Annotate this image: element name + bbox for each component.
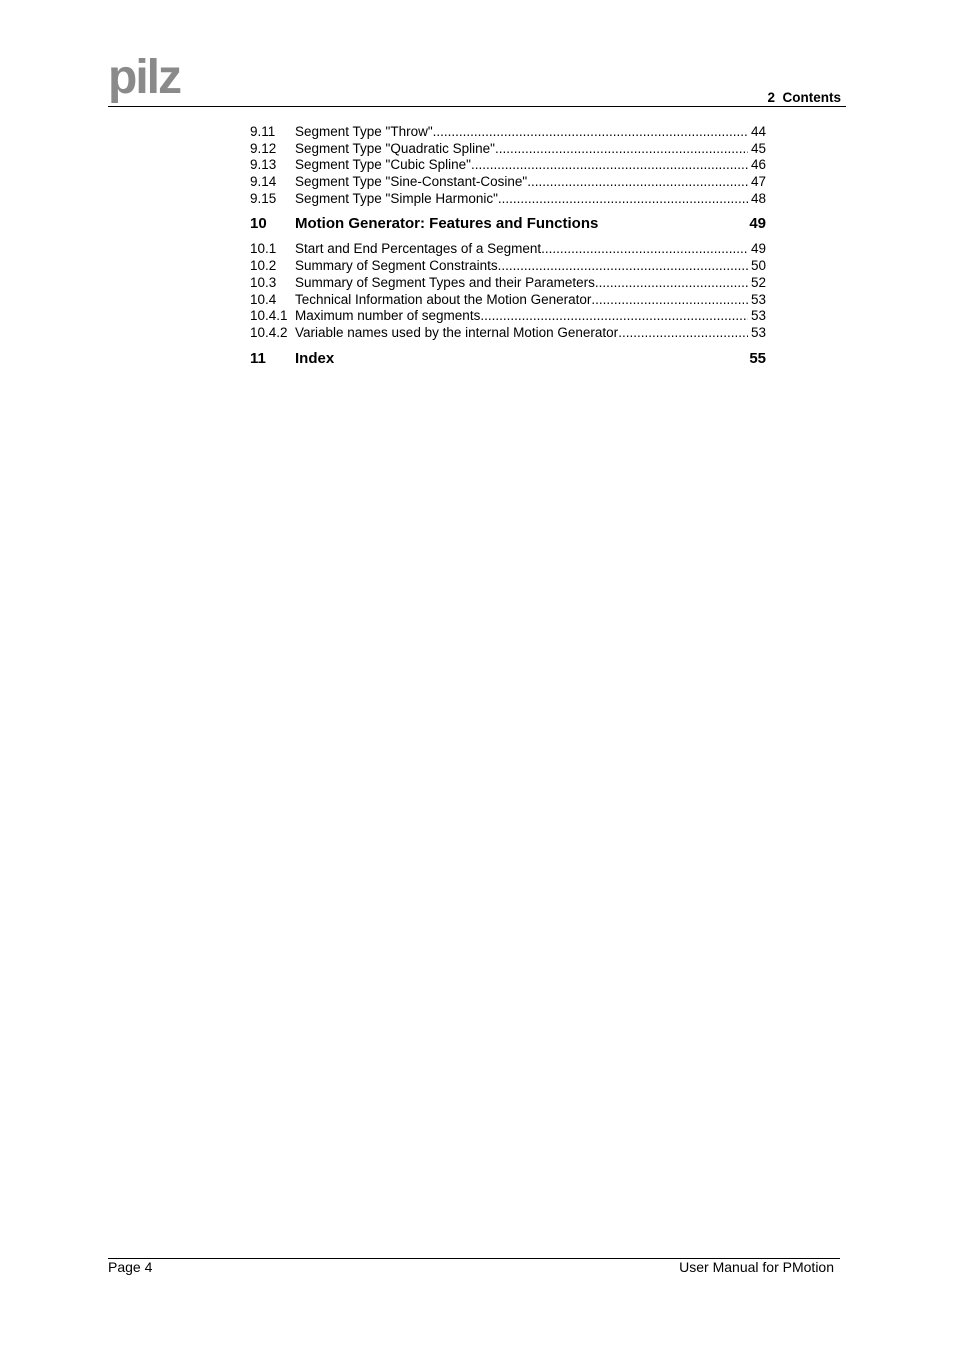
entry-page: 45 <box>750 140 766 156</box>
chapter-number: 10 <box>250 215 267 233</box>
entry-title: Segment Type "Quadratic Spline" <box>295 140 495 156</box>
toc-entry[interactable] <box>250 124 766 141</box>
toc-entry[interactable] <box>250 275 766 292</box>
toc-entry[interactable] <box>250 308 766 325</box>
entry-number: 10.4 <box>250 291 277 307</box>
entry-title: Start and End Percentages of a Segment <box>295 241 542 257</box>
entry-page: 47 <box>750 174 766 190</box>
entry-number: 10.3 <box>250 274 277 290</box>
entry-page: 44 <box>750 124 766 139</box>
chapter-title: Index <box>295 349 335 367</box>
toc-entry[interactable] <box>250 258 766 275</box>
entry-page: 53 <box>750 308 766 324</box>
entry-page: 49 <box>750 241 766 257</box>
entry-number: 10.4.1 <box>250 308 288 324</box>
entry-title: Segment Type "Cubic Spline" <box>295 157 471 173</box>
entry-page: 50 <box>750 258 766 274</box>
dot-leader <box>471 157 748 174</box>
footer-document-title: User Manual for PMotion <box>679 1259 834 1275</box>
entry-number: 9.15 <box>250 190 277 206</box>
dot-leader <box>595 275 748 292</box>
dot-leader <box>480 308 748 325</box>
header-divider <box>108 106 846 107</box>
entry-number: 10.2 <box>250 258 277 274</box>
entry-title: Maximum number of segments <box>295 308 481 324</box>
toc-group-9 <box>250 124 766 207</box>
pilz-logo <box>108 51 192 104</box>
dot-leader <box>495 141 748 158</box>
toc-entry[interactable] <box>250 191 766 208</box>
logo-wordmark: pilz <box>108 51 180 104</box>
entry-page: 53 <box>750 291 766 307</box>
entry-number: 9.14 <box>250 174 277 190</box>
table-of-contents <box>250 124 766 376</box>
dot-leader <box>527 174 748 191</box>
toc-group-10 <box>250 241 766 341</box>
entry-number: 9.13 <box>250 157 277 173</box>
entry-title: Summary of Segment Types and their Parameters <box>295 274 595 290</box>
entry-title: Summary of Segment Constraints <box>295 258 498 274</box>
entry-title: Variable names used by the internal Motion Generator <box>295 324 619 340</box>
entry-title: Segment Type "Sine-Constant-Cosine" <box>295 174 528 190</box>
entry-page: 53 <box>750 324 766 340</box>
toc-entry[interactable] <box>250 325 766 342</box>
entry-title: Segment Type "Throw" <box>295 124 433 139</box>
entry-page: 52 <box>750 274 766 290</box>
dot-leader <box>541 241 748 258</box>
chapter-page: 55 <box>749 349 766 367</box>
toc-chapter-10[interactable] <box>250 214 766 234</box>
entry-page: 48 <box>750 190 766 206</box>
entry-number: 9.11 <box>250 124 276 139</box>
dot-leader <box>618 325 748 342</box>
entry-number: 10.4.2 <box>250 324 288 340</box>
entry-number: 9.12 <box>250 140 277 156</box>
toc-entry[interactable] <box>250 292 766 309</box>
entry-page: 46 <box>750 157 766 173</box>
footer-page-number: Page 4 <box>108 1259 153 1275</box>
chapter-number: 11 <box>250 349 266 367</box>
chapter-page: 49 <box>749 215 766 233</box>
header-section-title: 2 Contents <box>767 90 841 105</box>
entry-title: Technical Information about the Motion Generator <box>295 291 592 307</box>
dot-leader <box>498 191 748 208</box>
dot-leader <box>498 258 748 275</box>
dot-leader <box>591 292 748 309</box>
entry-number: 10.1 <box>250 241 277 257</box>
toc-chapter-11[interactable] <box>250 349 766 369</box>
dot-leader <box>433 124 748 141</box>
toc-entry[interactable] <box>250 141 766 158</box>
toc-entry[interactable] <box>250 157 766 174</box>
entry-title: Segment Type "Simple Harmonic" <box>295 190 498 206</box>
toc-entry[interactable] <box>250 241 766 258</box>
toc-entry[interactable] <box>250 174 766 191</box>
chapter-title: Motion Generator: Features and Functions <box>295 215 599 233</box>
